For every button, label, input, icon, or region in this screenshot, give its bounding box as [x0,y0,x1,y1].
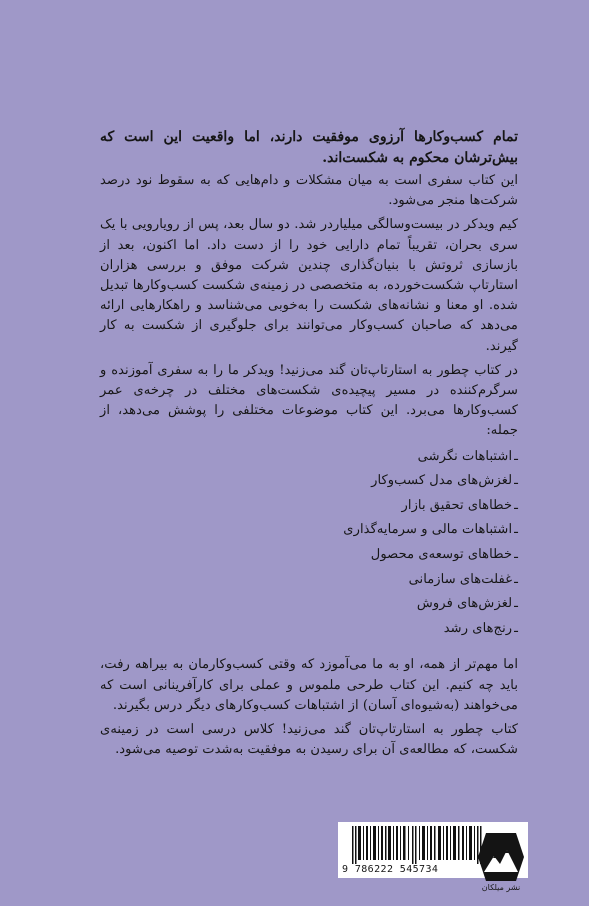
mountains-logo-icon [476,828,526,886]
topic-item: ـاشتباهات مالی و سرمایه‌گذاری [343,522,518,538]
topic-item: ـخطاهای توسعه‌ی محصول [370,547,518,563]
blurb-paragraph-book: در کتاب چطور به استارتاپ‌تان گند می‌زنید! ویدکر ما را به سفری آموزنده و سرگرم‌کننده در مسیر پیچیده‌ی شکست‌های مختلف در چرخه‌ی عمر کسب‌وکارها می‌برد. این کتاب موضوعات مختلفی را پوشش می‌دهد، از جمله: [100,362,518,439]
topics-list [100,445,518,642]
publisher-name: نشر میلکان [481,883,521,892]
topic-item: ـخطاهای تحقیق بازار [401,497,518,513]
isbn-digits: 9 786222 545734 [342,864,439,875]
topic-item: ـرنج‌های رشد [443,620,518,636]
blurb-paragraph-lesson: اما مهم‌تر از همه، او به ما می‌آموزد که وقتی کسب‌وکارمان به بیراهه رفت، باید چه کنیم. این کتاب طرحی ملموس و عملی برای کارآفرینانی است که می‌خواهند (به‌شیوه‌ای آسان) از اشتباهات کسب‌وکارهای دیگر درس بگیرند. [100,657,518,713]
blurb-paragraph-closing: کتاب چطور به استارتاپ‌تان گند می‌زنید! کلاس درسی است در زمینه‌ی شکست، که مطالعه‌ی آن برای رسیدن به موفقیت به‌شدت توصیه می‌شود. [100,722,518,758]
topic-item: ـغفلت‌های سازمانی [408,571,518,587]
topic-item: ـلغزش‌های فروش [416,596,518,612]
topic-item: ـلغزش‌های مدل کسب‌وکار [371,473,518,489]
blurb-paragraph-intro: این کتاب سفری است به میان مشکلات و دام‌هایی که به سقوط نود درصد شرکت‌ها منجر می‌شود. [100,173,518,209]
barcode-icon [352,826,484,864]
blurb-text [100,127,518,760]
blurb-headline: تمام کسب‌وکارها آرزوی موفقیت دارند، اما واقعیت این است که بیش‌ترشان محکوم به شکست‌اند. [100,129,518,166]
topic-item: ـاشتباهات نگرشی [417,448,518,464]
blurb-paragraph-author: کیم ویدکر در بیست‌وسالگی میلیاردر شد. دو سال بعد، پس از رویارویی با یک سری بحران، تقریباً تمام دارایی خود را از دست داد. اما اکنون، بعد از بازسازی ثروتش با بنیان‌گذاری چندین شرکت موفق و بررسی هزاران استارتاپ شکست‌خورده، به متخصصی در زمینه‌ی شکست کسب‌وکارها تبدیل شده. او معنا و نشانه‌های شکست را به‌خوبی می‌شناسد و راهکارهایی ارائه می‌دهد که صاحبان کسب‌وکار می‌توانند برای جلوگیری از شکست به کار گیرند. [100,217,518,354]
